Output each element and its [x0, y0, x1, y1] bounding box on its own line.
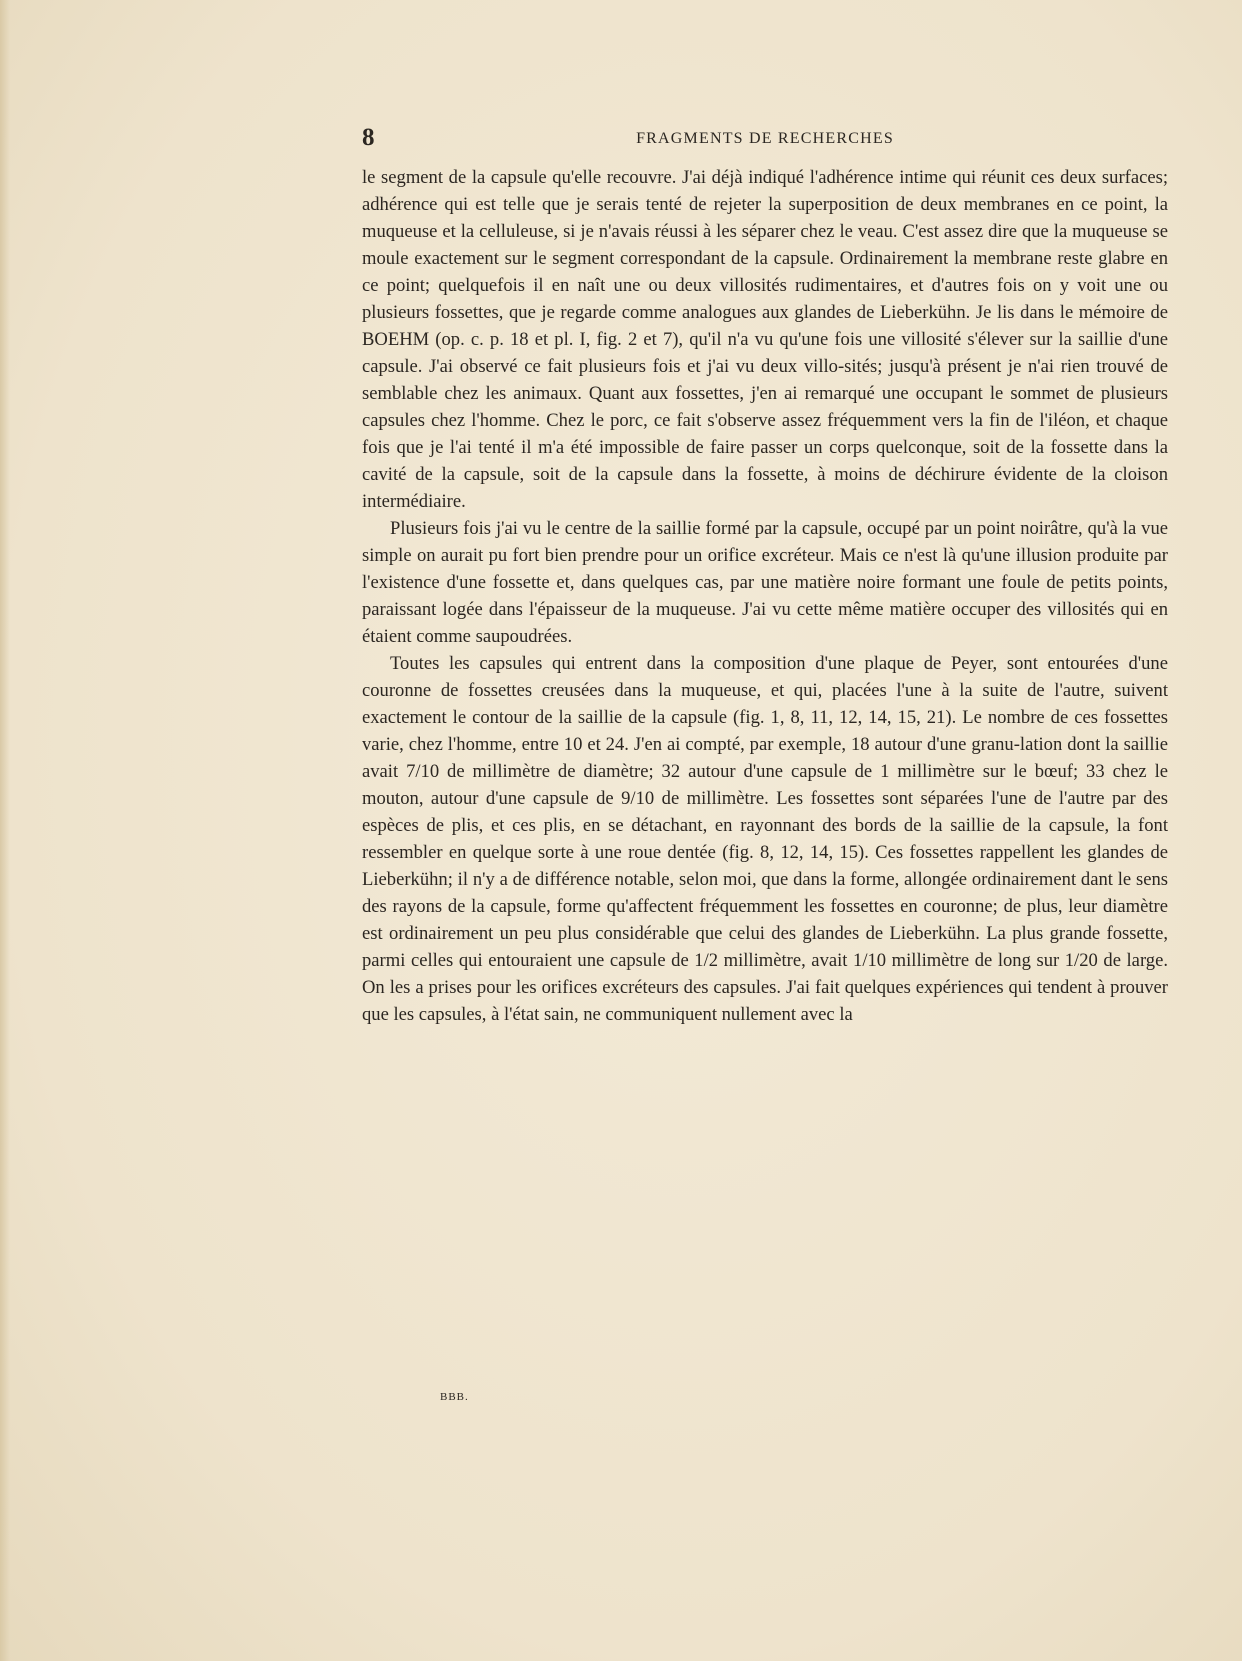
page-number: 8 — [362, 124, 375, 151]
page-header — [362, 124, 1168, 152]
signature-mark: BBB. — [440, 1391, 469, 1403]
page-edge-shadow — [0, 0, 10, 1661]
paragraph-3: Toutes les capsules qui entrent dans la composition d'une plaque de Peyer, sont entourées d'une couronne de fossettes creusées dans la muqueuse, et qui, placées l'une à la suite de l'autre, suivent exactement le contour de la saillie de la capsule (fig. 1, 8, 11, 12, 14, 15, 21). Le nombre de ces fossettes varie, chez l'homme, entre 10 et 24. J'en ai compté, par exemple, 18 autour d'une granu-lation dont la saillie avait 7/10 de millimètre de diamètre; 32 autour d'une capsule de 1 millimètre sur le bœuf; 33 chez le mouton, autour d'une capsule de 9/10 de millimètre. Les fossettes sont séparées l'une de l'autre par des espèces de plis, et ces plis, en se détachant, en rayonnant des bords de la saillie de la capsule, la font ressembler en quelque sorte à une roue dentée (fig. 8, 12, 14, 15). Ces fossettes rappellent les glandes de Lieberkühn; il n'y a de différence notable, selon moi, que dans la forme, allongée ordinairement dant le sens des rayons de la capsule, forme qu'affectent fréquemment les fossettes en couronne; de plus, leur diamètre est ordinairement un peu plus considérable que celui des glandes de Lieberkühn. La plus grande fossette, parmi celles qui entouraient une capsule de 1/2 millimètre, avait 1/10 millimètre de long sur 1/20 de large. On les a prises pour les orifices excréteurs des capsules. J'ai fait quelques expériences qui tendent à prouver que les capsules, à l'état sain, ne communiquent nullement avec la — [362, 653, 1168, 1025]
paragraph-2: Plusieurs fois j'ai vu le centre de la saillie formé par la capsule, occupé par un point noirâtre, qu'à la vue simple on aurait pu fort bien prendre pour un orifice excréteur. Mais ce n'est là qu'une illusion produite par l'existence d'une fossette et, dans quelques cas, par une matière noire formant une foule de petits points, paraissant logée dans l'épaisseur de la muqueuse. J'ai vu cette même matière occuper des villosités qui en étaient comme saupoudrées. — [362, 518, 1168, 647]
running-title: FRAGMENTS DE RECHERCHES — [636, 130, 894, 147]
body-text — [362, 164, 1168, 1028]
paragraph-1: le segment de la capsule qu'elle recouvre. J'ai déjà indiqué l'adhérence intime qui réunit ces deux surfaces; adhérence qui est telle que je serais tenté de rejeter la superposition de deux membranes en ce point, la muqueuse et la celluleuse, si je n'avais réussi à les séparer chez le veau. C'est assez dire que la muqueuse se moule exactement sur le segment correspondant de la capsule. Ordinairement la membrane reste glabre en ce point; quelquefois il en naît une ou deux villosités rudimentaires, et d'autres fois on y voit une ou plusieurs fossettes, que je regarde comme analogues aux glandes de Lieberkühn. Je lis dans le mémoire de BOEHM (op. c. p. 18 et pl. I, fig. 2 et 7), qu'il n'a vu qu'une fois une villosité s'élever sur la saillie d'une capsule. J'ai observé ce fait plusieurs fois et j'ai vu deux villo-sités; jusqu'à présent je n'ai rien trouvé de semblable chez les animaux. Quant aux fossettes, j'en ai remarqué une occupant le sommet de plusieurs capsules chez l'homme. Chez le porc, ce fait s'observe assez fréquemment vers la fin de l'iléon, et chaque fois que je l'ai tenté il m'a été impossible de faire passer un corps quelconque, soit de la fossette dans la cavité de la capsule, soit de la capsule dans la fossette, à moins de déchirure évidente de la cloison intermédiaire. — [362, 167, 1168, 512]
